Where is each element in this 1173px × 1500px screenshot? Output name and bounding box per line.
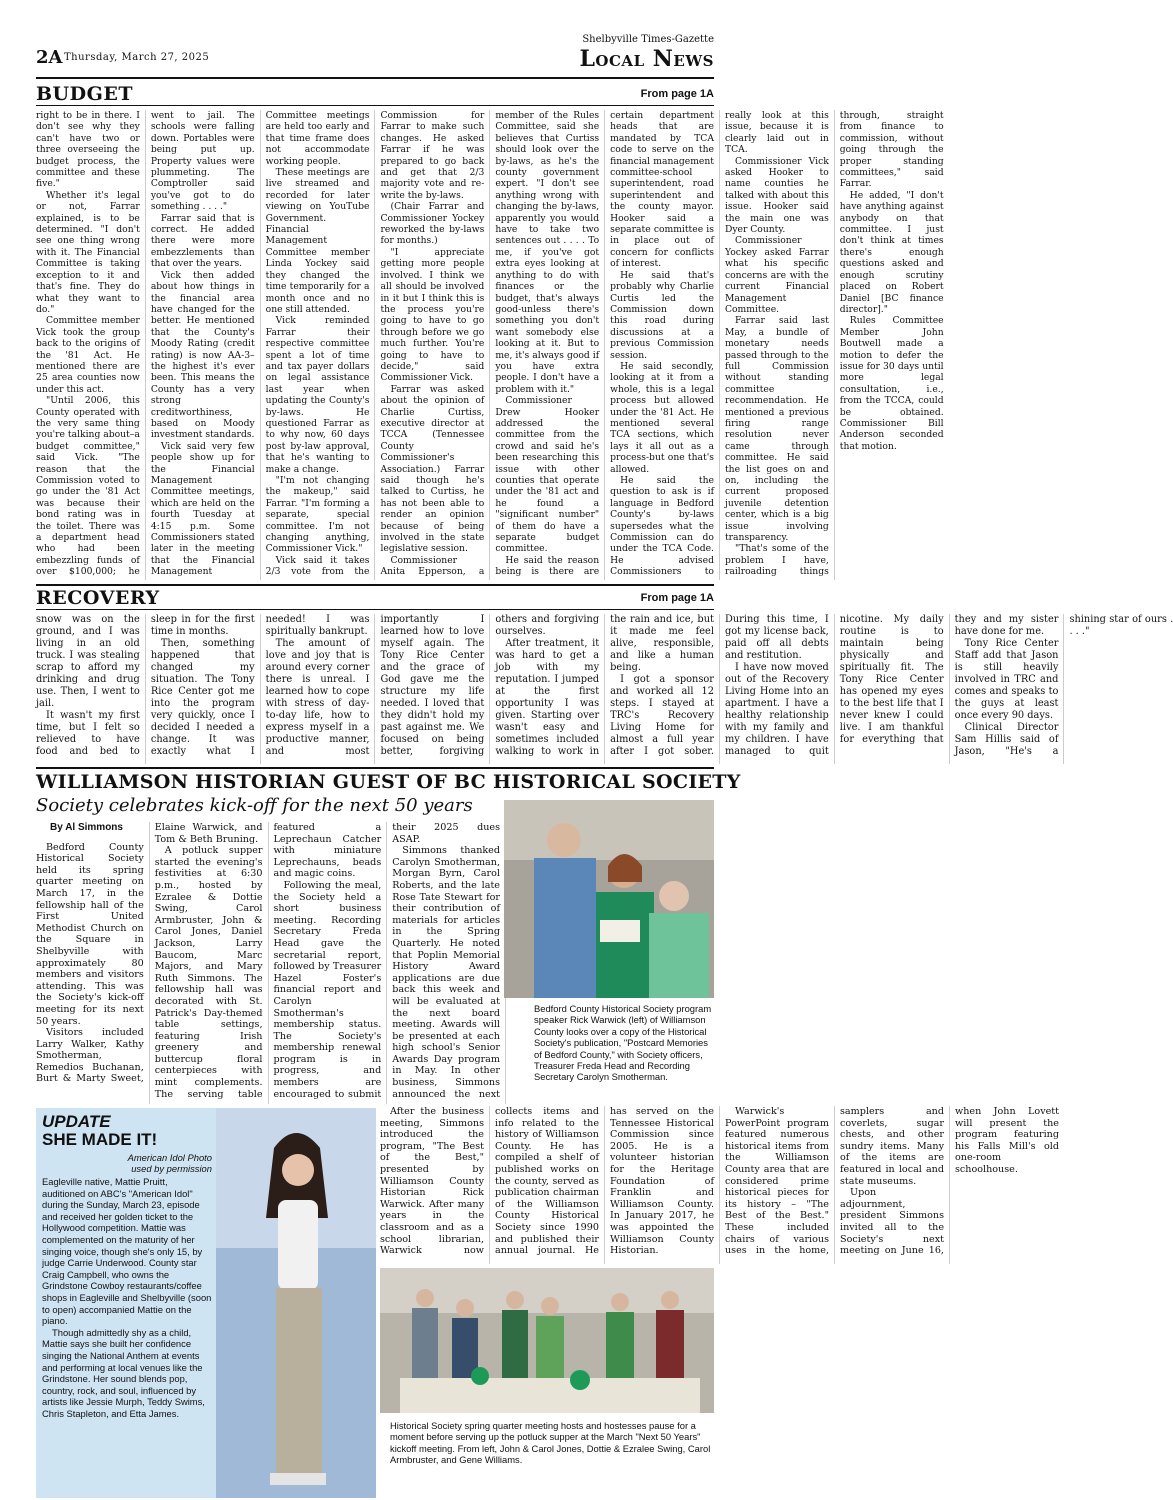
update-box: [36, 1108, 376, 1498]
paragraph: A potluck supper started the evening's festivities at 6:30 p.m., hosted by Ezralee & Dottie Swing, Carol Armbruster, John & Carol Jones, Daniel Jackson, Larry Baucom, Marc Majors, and Mary Ruth Simmons. The fellowship hall was decorated with St. Patrick's Day-themed table settings, featuring Irish greenery and buttercup floral centerpieces with mint complements. The serving table featured a Leprechaun Catcher with miniature Leprechauns, beads and magic coins.: [154, 822, 382, 1100]
paragraph: Though admittedly shy as a child, Mattie says she built her confidence singing the National Anthem at events and performing at local venues like the Grindstone. Her sound blends pop, country, rock, and soul, influenced by artists like Jessie Murph, Teddy Swims, Chris Stapleton, and Etta James.: [42, 1326, 205, 1419]
paragraph: Visitors included Larry Walker, Kathy Smotherman, Remedios Buchanan, Burt & Marty Sweet, Elaine Warwick, and Tom & Beth Bruning.: [36, 822, 263, 1085]
feature-subtitle: Society celebrates kick-off for the next 50 years: [36, 795, 473, 816]
recovery-top-rule: [36, 584, 714, 586]
paragraph: "That's some of the problem I have, railroading things through, straight from finance to commission, without going through the proper standing committees," said Farrar.: [724, 110, 944, 578]
feature-top-rule: [36, 767, 714, 769]
photo-historians-image: [504, 800, 714, 998]
recovery-title: RECOVERY: [36, 587, 160, 609]
paragraph: He added, "I don't have anything against anybody on that committee. I just don't think at times there's enough questions asked and enough scrutiny placed on Robert Daniel [BC finance director].": [839, 189, 944, 315]
budget-header: [36, 83, 714, 105]
paragraph: Whether it's legal or not, Farrar explained, is to be determined. "I don't see one thing wrong with it. The Financial Committee is taking exception to it and that's fine. They do what they want to do.": [36, 189, 140, 315]
paragraph: The amount of love and joy that is around every corner there is unreal. I learned how to cope with stress of day-to-day life, how to express myself in a productive manner, and most importantly I learned how to love myself again. The Tony Rice Center and the grace of God gave me the structure my life needed. I loved that they didn't hold my past against me. We focused on being better, forgiving others and forgiving ourselves.: [265, 614, 600, 757]
paragraph: Committee member Vick took the group back to the origins of the '81 Act. He mentioned there are 25 area counties now under this act.: [36, 315, 140, 395]
update-photo-credit: American Idol Photo used by permission: [127, 1152, 212, 1174]
recovery-header: [36, 587, 714, 609]
paragraph: Commissioner Vick asked Hooker to name counties he talked with about this issue. Hooker said the main one was Dyer County.: [724, 155, 829, 236]
paragraph: snow was on the ground, and I was living in an old truck. I was stealing scrap to afford my drinking and drug use. Then, I went to jail.: [36, 614, 140, 709]
paragraph: He said the reason being is there are certain department heads that are mandated by TCA code to serve on the financial management committee-school superintendent, road superintendent and the county mayor. Hooker said a separate committee is in place out of concern for conflicts of interest.: [495, 110, 714, 578]
paragraph: After the business meeting, Simmons introduced the program, "The Best of the Best," presented by Williamson County Historian Rick Warwick. After many years in the classroom and as a school librarian, Warwick now collects items and info related to the history of Williamson County. He has compiled a shelf of published works on the county, served as publication chairman of the Williamson County Historical Society since 1990 and published their annual journal. He has served on the Tennessee Historical Commission since 2005. He is a volunteer historian for the Heritage Foundation of Franklin and Williamson County. In January 2017, he was appointed the Williamson County Historian.: [380, 1106, 714, 1257]
paragraph: Then, something happened that changed my situation. The Tony Rice Center got me into the program very quickly, once I decided I needed a change. It was exactly what I needed! I was spiritually bankrupt.: [150, 614, 370, 757]
feature-body-upper: [36, 822, 500, 1104]
recovery-rule: [36, 609, 714, 610]
budget-jump: From page 1A: [640, 88, 714, 100]
paragraph: He said the question to ask is if language in Bedford County's by-laws supersedes what the Commission can do under the TCA Code. He advised Commissioners to really look at this issue, because it is clearly laid out in TCA.: [610, 110, 829, 578]
paragraph: He said that's probably why Charlie Curtis led the Commission down this road during discussions at a previous Commission session.: [610, 269, 714, 361]
paragraph: Farrar said that is correct. He added there were more embezzlements than that over the years.: [150, 212, 255, 270]
budget-title: BUDGET: [36, 83, 133, 105]
paragraph: "Until 2006, this County operated with the very same thing you're talking about–a budget committee," said Vick. "The reason that the Commission voted to go under the '81 Act was because their bond rating was in the toilet. There was a department head who had been embezzling funds of over $100,000; he went to jail. The schools were falling down. Portables were being put up. Property values were plummeting. The Comptroller said you've got to do something . . . .": [36, 110, 255, 578]
header-rule: [36, 77, 714, 79]
paragraph: Vick said very few people show up for the Financial Management Committee meetings, which are held on the fourth Tuesday at 4:15 p.m. Some Commissioners stated later in the meeting that the Financial Management Committee meetings are held too early and that time frame does not accommodate working people.: [150, 110, 370, 578]
budget-body: [36, 110, 944, 580]
update-body: [42, 1176, 212, 1419]
paragraph: I got a sponsor and worked all 12 steps. I stayed at TRC's Recovery Living Home for almost a full year after I got sober. During this time, I got my license back, paid off all debts and restitution.: [610, 614, 829, 757]
recovery-body: [36, 614, 1173, 764]
publication-name: Shelbyville Times-Gazette: [582, 34, 714, 45]
paragraph: Following the meal, the Society held a short business meeting. Recording Secretary Freda Head gave the secretarial report, followed by Treasurer Hazel Foster's financial report and Carolyn Smotherman's membership status. The Society's membership renewal program is in progress, and members are encouraged to submit their 2025 dues ASAP.: [273, 822, 500, 1100]
paragraph: Vick then added about how things in the financial area have changed for the better. He mentioned that the County's Moody Rating (credit rating) is now AA-3–the highest it's ever been. This means the County has a very strong creditworthiness, based on Moody investment standards.: [150, 269, 255, 441]
photo-historians: [504, 800, 714, 998]
paragraph: These meetings are live streamed and recorded for later viewing on YouTube Government. Financial Management Committee member Linda Yockey said they changed the time temporarily for a month once and no one still attended.: [265, 167, 370, 315]
paragraph: Farrar said last May, a bundle of monetary needs passed through to the full Commission without standing committee recommendation. He mentioned a previous firing range resolution never came through committee. He said the list goes on and on, including the current proposed juvenile detention center, which is a big issue involving transparency.: [724, 315, 829, 544]
paragraph: I have now moved out of the Recovery Living Home into an apartment. I have a healthy relationship with my family and my children. I have managed to quit nicotine. My daily routine is to maintain being physically and spiritually fit. The Tony Rice Center has opened my eyes to the best life that I never knew I could live. I am thankful for everything that they and my sister have done for me.: [724, 614, 1059, 757]
paragraph: He said secondly, looking at it from a whole, this is a legal process but allowed under the '81 Act. He mentioned several TCA sections, which lays it all out as a process-but one that's allowed.: [610, 360, 714, 475]
paragraph: It wasn't my first time, but I felt so relieved to have food and bed to sleep in for the first time in months.: [36, 614, 255, 757]
paragraph: Farrar was asked about the opinion of Charlie Curtiss, executive director at TCCA (Tennessee County Commissioner's Association.) Farrar said though he's talked to Curtiss, he has not been able to render an opinion because of being involved in the state legislative session.: [380, 383, 485, 555]
issue-date: Thursday, March 27, 2025: [64, 52, 210, 63]
paragraph: Bedford County Historical Society held its spring quarter meeting on March 17, in the fellowship hall of the First United Methodist Church on the Square in Shelbyville with approximately 80 members and visitors attending. This was the Society's kick-off meeting for its next 50 years.: [36, 841, 144, 1027]
paragraph: Commissioner Yockey asked Farrar what his specific concerns are with the current Financial Management Committee.: [724, 235, 829, 315]
paragraph: Simmons thanked Carolyn Smotherman, Morgan Byrn, Carol Roberts, and the late Rose Tate Stewart for their contribution of materials for articles in the Spring Quarterly. He noted that Poplin Memorial History Award applications are due back this week and will be evaluated at the next board meeting. Awards will be presented at each high school's Senior Awards Day program in May. In other business, Simmons announced the next: [392, 845, 500, 1100]
feature-byline: By Al Simmons: [50, 822, 123, 833]
photo-hosts-caption: Historical Society spring quarter meeting hosts and hostesses pause for a moment before serving up the potluck supper at the March "Next 50 Years" kickoff meeting. From left, John & Carol Jones, Dottie & Ezralee Swing, Carol Armbruster, and Gene Williams.: [390, 1420, 711, 1466]
photo-hosts-image: [380, 1268, 714, 1413]
update-headline: SHE MADE IT!: [42, 1130, 158, 1149]
paragraph: "I appreciate getting more people involved. I think we all should be involved in it but I think this is the process you're going to have to go through before we go much further. You're going to have to decide," said Commissioner Vick.: [380, 246, 485, 384]
paragraph: Upon adjournment, president Simmons invited all to the Society's next meeting on June 16, when John Lovett will present the program featuring his Falls Mill's old one-room schoolhouse.: [840, 1106, 1059, 1257]
update-photo: [216, 1108, 376, 1498]
feature-title: WILLIAMSON HISTORIAN GUEST OF BC HISTORICAL SOCIETY: [36, 771, 741, 793]
paragraph: Vick said it takes 2/3 vote from the Commission for Farrar to make such changes. He asked Farrar if he was prepared to go back and get that 2/3 majority vote and re-write the by-laws.: [265, 110, 485, 578]
paragraph: Clinical Director Sam Hillis said of Jason, "He's a shining star of ours . . . .": [954, 614, 1173, 757]
paragraph: "I'm not changing the makeup," said Farrar. "I'm forming a separate, special committee. I'm not changing anything, Commissioner Vick.": [265, 475, 370, 555]
budget-rule: [36, 105, 714, 106]
paragraph: Eagleville native, Mattie Pruitt, auditioned on ABC's "American Idol" during the Sunday, March 23, episode and received her golden ticket to the Hollywood competition. Mattie was complemented on the maturity of her singing voice, though she's only 15, by judge Carrie Underwood. County star Craig Campbell, who owns the Grindstone Cowboy restaurants/coffee shops in Eagleville and Shelbyville (soon to open) accompanied Mattie on the piano.: [42, 1176, 212, 1327]
paragraph: Vick reminded Farrar their respective committee spent a lot of time and tax payer dollars on legal assistance last year when updating the County's by-laws. He questioned Farrar as to why now, 60 days post by-law approval, that he's wanting to make a change.: [265, 315, 370, 475]
paragraph: Rules Committee Member John Boutwell made a motion to defer the issue for 30 days until more legal consultation, i.e., from the TCCA, could be obtained. Commissioner Bill Anderson seconded that motion.: [839, 315, 944, 452]
recovery-jump: From page 1A: [640, 592, 714, 604]
photo-historians-caption: Bedford County Historical Society program speaker Rick Warwick (left) of Williamson County looks over a copy of the Historical Society's publication, "Postcard Memories of Bedford County," with Society officers, Treasurer Freda Head and Recording Secretary Carolyn Smotherman.: [534, 1003, 712, 1083]
update-label: UPDATE: [42, 1112, 111, 1131]
page-number: 2A: [36, 47, 63, 68]
photo-hosts: [380, 1268, 714, 1413]
feature-body-lower: [380, 1106, 1059, 1264]
paragraph: Commissioner Anita Epperson, a member of the Rules Committee, said she believes that Curtiss should look over the by-laws, as he's the county government expert. "I don't see anything wrong with changing the by-laws, apparently you would have to take two sentences out . . . . To me, if you've got extra eyes looking at anything to do with finances or the budget, that's always good-unless there's something you don't want somebody else looking at it. But to me, it's always good if you have extra people. I don't have a problem with it.": [380, 110, 600, 578]
paragraph: After treatment, it was hard to get a job with my reputation. I jumped at the first opportunity I was given. Starting over wasn't easy and sometimes included walking to work in the rain and ice, but it made me feel alive, responsible, and like a human being.: [495, 614, 714, 757]
paragraph: Tony Rice Center Staff add that Jason is still heavily involved in TRC and comes and speaks to the guys at least once every 90 days.: [954, 638, 1059, 721]
paragraph: Commissioner Drew Hooker addressed the committee from the crowd and said he's been researching this issue with other counties that operate under the '81 act and he found a "significant number" of them do have a separate budget committee.: [495, 395, 600, 555]
paragraph: (Chair Farrar and Commissioner Yockey reworked the by-laws for months.): [380, 201, 485, 247]
paragraph: Warwick's PowerPoint program featured numerous historical items from the Williamson County area that are considered prime historical pieces for its history – "The Best of the Best." These included chairs of various uses in the home, samplers and coverlets, sugar chests, and other sundry items. Many of the items are featured in local and state museums.: [725, 1106, 944, 1257]
paragraph: right to be in there. I don't see why they can't have two or three overseeing the budget process, the committee and these five.": [36, 110, 140, 190]
section-title: Local News: [579, 46, 714, 72]
